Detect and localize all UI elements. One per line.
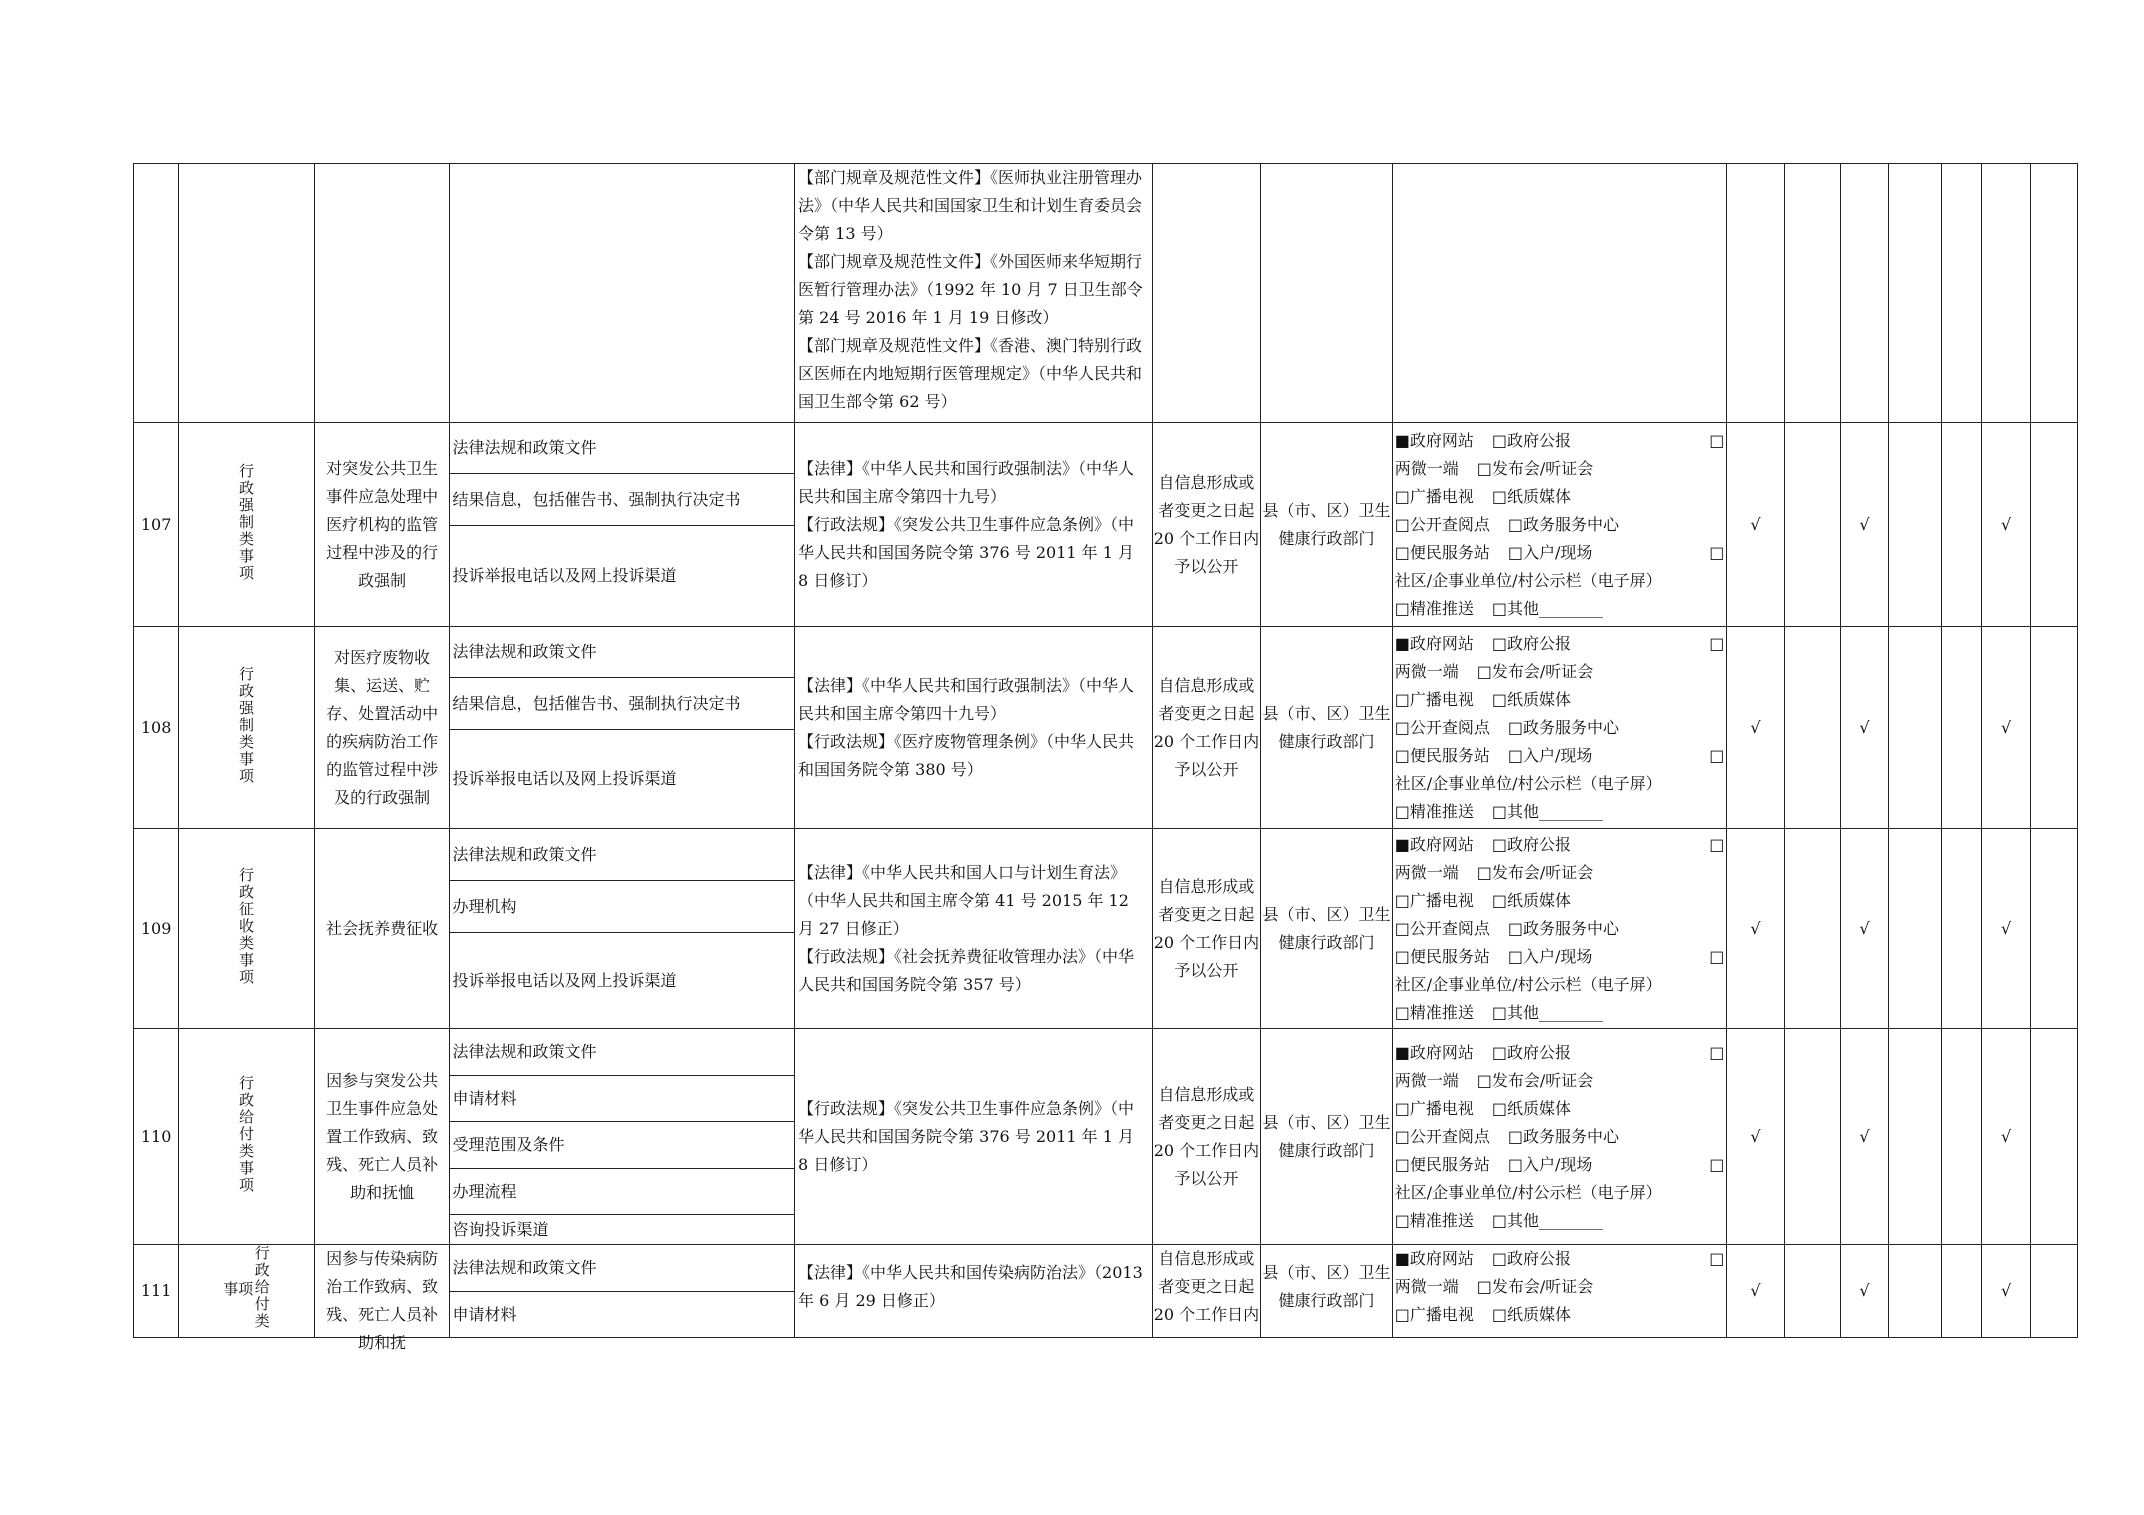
subitem: 法律法规和政策文件 [450,627,794,678]
category-label: 行政给付类事项 [239,1073,255,1194]
basis-cell [795,1245,1153,1338]
channels-cell: ■政府网站 □政府公报 □ 两微一端 □发布会/听证会 □广播电视 □纸质媒体 □公开查阅点 □政务服务中心 □便民服务站 □入户/现场 □ 社区/企事业单位/村公示栏（电子屏） □精准推送 □其他________ [1392,423,1727,627]
category-cell [179,829,315,1029]
org-cell: 县（市、区）卫生健康行政部门 [1261,423,1393,627]
check-mark: √ [1982,1245,2030,1338]
item-name: 对突发公共卫生事件应急处理中医疗机构的监管过程中涉及的行政强制 [314,423,450,627]
basis-cell [795,1029,1153,1245]
subitem: 申请材料 [452,1304,517,1324]
table-row [134,1029,2078,1245]
check-mark: √ [1840,829,1888,1029]
category-label: 事项 [223,1280,254,1298]
channels-cell: ■政府网站 □政府公报 □ 两微一端 □发布会/听证会 □广播电视 □纸质媒体 □公开查阅点 □政务服务中心 □便民服务站 □入户/现场 □ 社区/企事业单位/村公示栏（电子屏） □精准推送 □其他________ [1392,1029,1727,1245]
basis-text: 【法律】《中华人民共和国行政强制法》（中华人民共和国主席令第四十九号） [798,675,1135,723]
org-cell: 县（市、区）卫生健康行政部门 [1261,829,1393,1029]
subitems-cell [450,829,795,1029]
timing-cell: 自信息形成或者变更之日起 20 个工作日内予以公开 [1152,1029,1261,1245]
channels-cell: ■政府网站 □政府公报 □ 两微一端 □发布会/听证会 □广播电视 □纸质媒体 □公开查阅点 □政务服务中心 □便民服务站 □入户/现场 □ 社区/企事业单位/村公示栏（电子屏） □精准推送 □其他________ [1392,829,1727,1029]
org-cell: 县（市、区）卫生健康行政部门 [1261,1245,1393,1338]
subitem: 法律法规和政策文件 [450,423,794,474]
basis-text: 【部门规章及规范性文件】《医师执业注册管理办法》（中华人民共和国国家卫生和计划生育委员会令第 13 号） [798,168,1143,243]
basis-text: 【部门规章及规范性文件】《外国医师来华短期行医暂行管理办法》（1992 年 10 月 7 日卫生部令第 24 号 2016 年 1 月 19 日修改） [798,252,1143,327]
basis-text: 【法律】《中华人民共和国传染病防治法》（2013 年 6 月 29 日修正） [798,1263,1143,1310]
basis-cell [795,829,1153,1029]
row-number: 107 [134,423,179,627]
check-mark: √ [1727,1245,1784,1338]
subitems-cell [450,627,795,829]
check-mark: √ [1982,627,2030,829]
check-mark: √ [1982,829,2030,1029]
check-mark: √ [1840,423,1888,627]
check-mark: √ [1727,423,1784,627]
table-row [134,627,2078,829]
subitem: 申请材料 [450,1076,794,1122]
row-number: 111 [134,1245,179,1338]
subitem: 办理机构 [450,881,794,933]
basis-cell [795,164,1153,423]
timing-cell: 自信息形成或者变更之日起 20 个工作日内予以公开 [1152,627,1261,829]
subitems-cell [450,1245,795,1338]
disclosure-table [133,163,2078,1352]
subitem: 咨询投诉渠道 [452,1219,549,1239]
timing-cell: 自信息形成或者变更之日起 20 个工作日内予以公开 [1152,423,1261,627]
subitem: 结果信息，包括催告书、强制执行决定书 [450,678,794,730]
subitem: 结果信息，包括催告书、强制执行决定书 [450,474,794,526]
subitem: 投诉举报电话以及网上投诉渠道 [452,970,677,990]
channels-cell: ■政府网站 □政府公报 □ 两微一端 □发布会/听证会 □广播电视 □纸质媒体 □公开查阅点 □政务服务中心 □便民服务站 □入户/现场 □ 社区/企事业单位/村公示栏（电子屏） □精准推送 □其他________ [1392,627,1727,829]
table-row-continuation [134,164,2078,423]
basis-cell [795,627,1153,829]
subitem: 法律法规和政策文件 [450,1029,794,1076]
subitem: 投诉举报电话以及网上投诉渠道 [452,769,677,788]
check-mark: √ [1727,1029,1784,1245]
category-cell [179,1245,315,1338]
category-cell [179,423,315,627]
basis-text: 【行政法规】《社会抚养费征收管理办法》（中华人民共和国国务院令第 357 号） [798,946,1135,994]
table-row [134,1245,2078,1338]
item-name: 对医疗废物收集、运送、贮存、处置活动中的疾病防治工作的监管过程中涉及的行政强制 [314,627,450,829]
check-mark: √ [1840,627,1888,829]
category-label: 行政强制类事项 [239,664,255,785]
table-row [134,829,2078,1029]
category-label: 行政强制类事项 [239,461,255,582]
basis-text: 【部门规章及规范性文件】《香港、澳门特别行政区医师在内地短期行医管理规定》（中华人民共和国卫生部令第 62 号） [798,336,1143,411]
channels-cell: ■政府网站 □政府公报 □ 两微一端 □发布会/听证会 □广播电视 □纸质媒体 [1392,1245,1727,1338]
subitem: 办理流程 [450,1169,794,1215]
basis-text: 【法律】《中华人民共和国行政强制法》（中华人民共和国主席令第四十九号） [798,458,1135,506]
org-cell: 县（市、区）卫生健康行政部门 [1261,1029,1393,1245]
subitem: 法律法规和政策文件 [450,1245,794,1292]
category-cell [179,627,315,829]
timing-cell: 自信息形成或者变更之日起 20 个工作日内予以公开 [1152,829,1261,1029]
subitem: 法律法规和政策文件 [450,829,794,881]
check-mark: √ [1727,627,1784,829]
check-mark: √ [1840,1245,1888,1338]
subitems-cell [450,1029,795,1245]
check-mark: √ [1982,1029,2030,1245]
subitem: 受理范围及条件 [450,1122,794,1169]
row-number: 110 [134,1029,179,1245]
subitems-cell [450,423,795,627]
check-mark: √ [1840,1029,1888,1245]
basis-text: 【行政法规】《突发公共卫生事件应急条例》（中华人民共和国国务院令第 376 号 2011 年 1 月 8 日修订） [798,514,1135,590]
check-mark: √ [1727,829,1784,1029]
basis-cell [795,423,1153,627]
check-mark: √ [1982,423,2030,627]
table-row [134,423,2078,627]
row-number: 108 [134,627,179,829]
item-name: 社会抚养费征收 [314,829,450,1029]
subitem: 投诉举报电话以及网上投诉渠道 [452,566,677,585]
timing-cell: 自信息形成或者变更之日起 20 个工作日内 [1153,1249,1260,1324]
category-cell [179,1029,315,1245]
item-name: 因参与传染病防治工作致病、致残、死亡人员补助和抚 [326,1249,439,1352]
item-name: 因参与突发公共卫生事件应急处置工作致病、致残、死亡人员补助和抚恤 [314,1029,450,1245]
basis-text: 【行政法规】《医疗废物管理条例》（中华人民共和国国务院令第 380 号） [798,731,1135,779]
category-label: 行政征收类事项 [239,865,255,986]
basis-text: 【法律】《中华人民共和国人口与计划生育法》（中华人民共和国主席令第 41 号 2015 年 12 月 27 日修正） [798,862,1129,938]
row-number: 109 [134,829,179,1029]
org-cell: 县（市、区）卫生健康行政部门 [1261,627,1393,829]
category-label: 行政给付类 [254,1244,270,1330]
basis-text: 【行政法规】《突发公共卫生事件应急条例》（中华人民共和国国务院令第 376 号 2011 年 1 月 8 日修订） [798,1098,1135,1174]
